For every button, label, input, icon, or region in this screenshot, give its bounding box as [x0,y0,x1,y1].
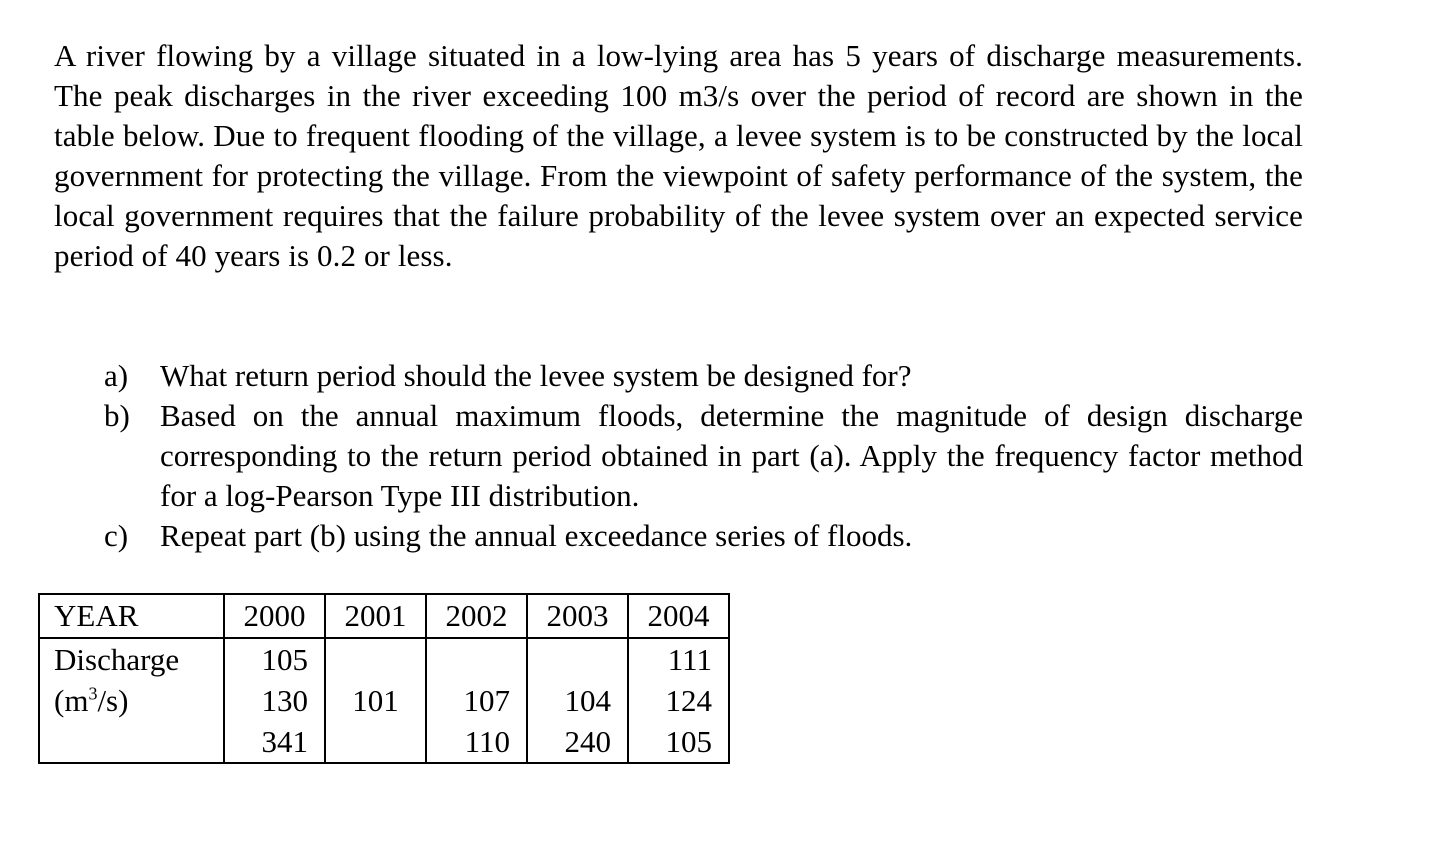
problem-statement: A river flowing by a village situated in a low-lying area has 5 years of discharge measurements. The peak discharges in the river exceeding 100 m3/s over the period of record are shown in the table below. Due to frequent flooding of the village, a levee system is to be constructed by the local government for protecting the village. From the viewpoint of safety performance of the system, the local government requires that the failure probability of the levee system over an expected service period of 40 years is 0.2 or less. [54,38,1303,273]
table-cell: 341 [224,721,325,763]
table-cell: 130 [224,680,325,721]
table-row [39,721,729,763]
question-text: Based on the annual maximum floods, determine the magnitude of design discharge corresponding to the return period obtained in part (a). Apply the frequency factor method for a log-Pearson Type III distribution. [160,398,1303,513]
table-row [39,638,729,680]
question-marker: b) [104,398,130,433]
table-cell [426,638,527,680]
question-a [104,356,1303,396]
table-cell [325,721,426,763]
table-cell [527,638,628,680]
unit-superscript: 3 [88,683,98,704]
discharge-table [38,593,730,764]
question-text: What return period should the levee system be designed for? [160,358,912,393]
year-2003: 2003 [527,594,628,638]
table-cell: 111 [628,638,729,680]
year-label: YEAR [39,594,224,638]
discharge-label: Discharge [39,638,224,680]
question-c [104,516,1303,556]
question-text: Repeat part (b) using the annual exceedance series of floods. [160,518,913,553]
unit-suffix: /s) [97,682,129,718]
unit-prefix: (m [54,682,89,718]
table-cell [39,721,224,763]
year-2001: 2001 [325,594,426,638]
table-row [39,680,729,721]
question-marker: a) [104,358,129,393]
year-2004: 2004 [628,594,729,638]
question-b [104,396,1303,516]
year-2002: 2002 [426,594,527,638]
table-cell: 107 [426,680,527,721]
table-cell: 105 [224,638,325,680]
question-list [104,356,1303,556]
table-cell: 101 [325,680,426,721]
table-cell: 105 [628,721,729,763]
year-2000: 2000 [224,594,325,638]
table-cell [325,638,426,680]
table-cell: 104 [527,680,628,721]
question-marker: c) [104,518,129,553]
table-cell: 240 [527,721,628,763]
table-cell: 124 [628,680,729,721]
table-header-row [39,594,729,638]
discharge-unit [39,680,224,721]
table-cell: 110 [426,721,527,763]
